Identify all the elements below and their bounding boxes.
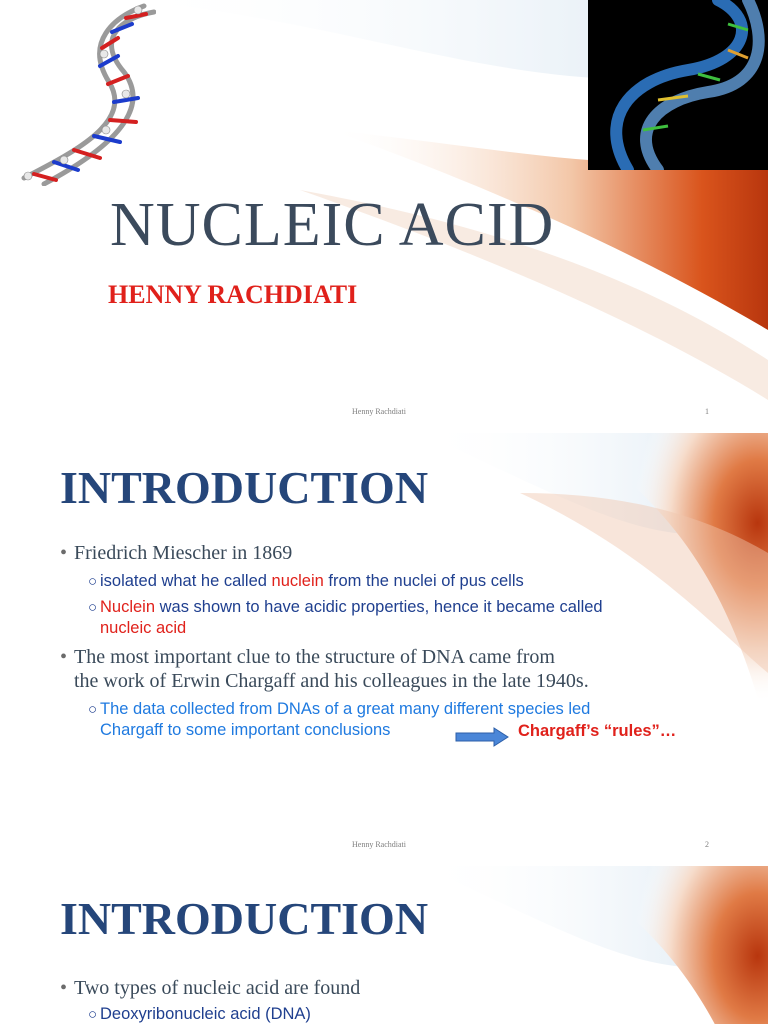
author-subtitle: HENNY RACHDIATI <box>108 280 358 309</box>
chargaff-rules-label: Chargaff’s “rules”… <box>518 722 677 740</box>
slide-page-number: 1 <box>705 407 709 416</box>
ring-bullet: ○ <box>88 599 98 616</box>
sub-bullet-nuclein-acidic <box>88 597 603 618</box>
slide-1 <box>0 0 768 430</box>
highlight-nucleic-acid: nucleic acid <box>100 619 187 637</box>
ring-bullet: ○ <box>88 573 98 590</box>
sub-bullet-text: was shown to have acidic properties, hence it became called <box>155 598 603 616</box>
sub-bullet-chargaff-cont: Chargaff to some important conclusions <box>100 721 391 739</box>
slide-title: NUCLEIC ACID <box>110 191 555 259</box>
bullet-miescher <box>60 541 292 565</box>
bullet-chargaff <box>60 645 555 669</box>
ring-bullet: ○ <box>88 1006 98 1023</box>
sub-bullet-text: isolated what he called <box>100 572 272 590</box>
sub-bullet-dna <box>88 1004 311 1024</box>
sub-bullet-text: from the nuclei of pus cells <box>323 572 524 590</box>
bullet-text: Two types of nucleic acid are found <box>74 977 361 999</box>
bullet-chargaff-cont: the work of Erwin Chargaff and his colleagues in the late 1940s. <box>74 670 589 692</box>
right-arrow-icon <box>454 727 510 747</box>
sub-bullet-text: The data collected from DNAs of a great many different species led <box>100 700 591 718</box>
slide-3 <box>0 866 768 1024</box>
dna-helix-glow-image <box>588 0 768 170</box>
bullet-dot: • <box>60 977 68 999</box>
sub-bullet-nuclein-isolated <box>88 571 524 592</box>
bullet-text: Friedrich Miescher in 1869 <box>74 542 293 564</box>
slide-title: INTRODUCTION <box>60 893 429 944</box>
bullet-dot: • <box>60 646 68 668</box>
dna-double-helix-image <box>14 2 156 186</box>
slide-page-number: 2 <box>705 840 709 849</box>
highlight-nuclein: nuclein <box>271 572 324 590</box>
slide-footer-author: Henny Rachdiati <box>352 407 406 416</box>
slide-title: INTRODUCTION <box>60 462 429 513</box>
ring-bullet: ○ <box>88 701 98 718</box>
slide-2 <box>0 433 768 863</box>
bullet-text: The most important clue to the structure of DNA came from <box>74 646 555 668</box>
slide-footer-author: Henny Rachdiati <box>352 840 406 849</box>
sub-bullet-text: Deoxyribonucleic acid (DNA) <box>100 1005 311 1023</box>
sub-bullet-chargaff-data <box>88 699 590 720</box>
slide-background-swoosh <box>0 866 768 1024</box>
bullet-two-types <box>60 976 360 1000</box>
bullet-dot: • <box>60 542 68 564</box>
highlight-nuclein: Nuclein <box>100 598 156 616</box>
